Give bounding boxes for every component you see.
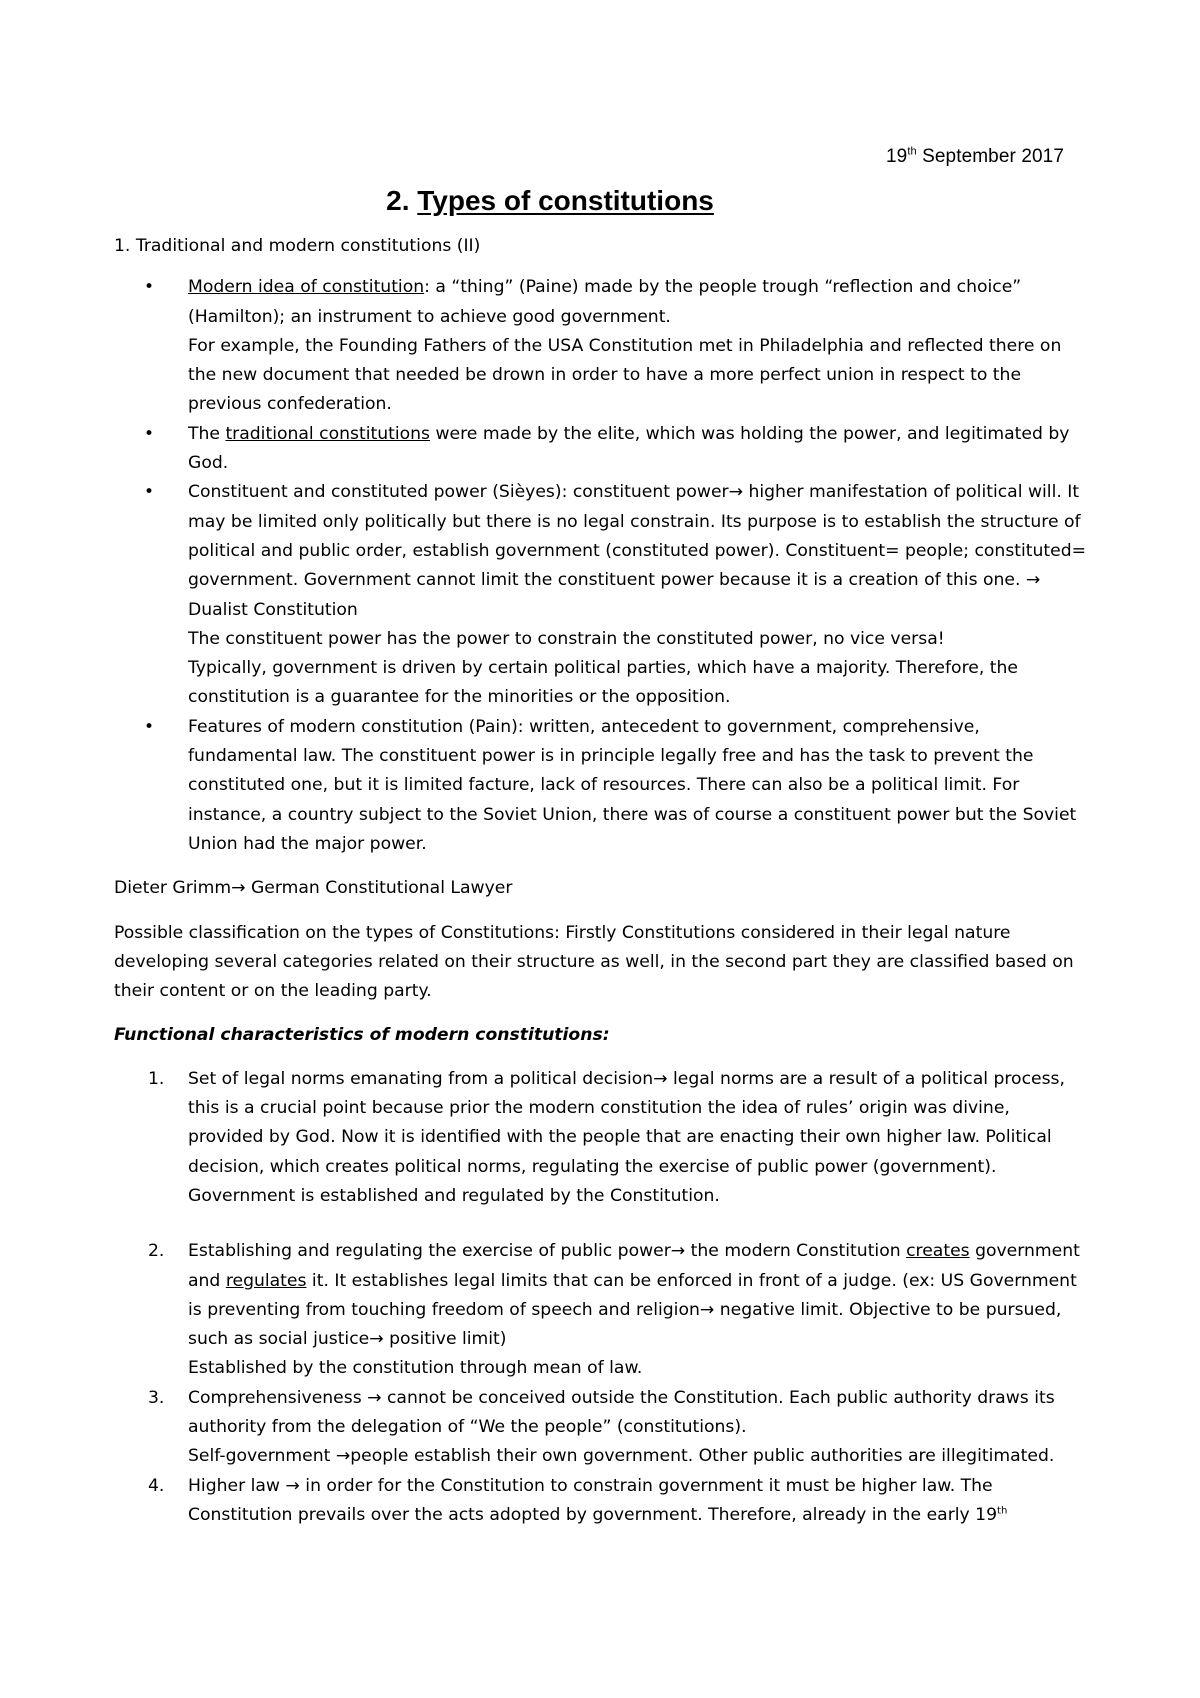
bullet-example: For example, the Founding Fathers of the USA Constitution met in Philadelphia and reflected there on the new document that needed be drown in order to have a more perfect union in respect to the previous confederation. <box>188 335 1062 415</box>
item-text: Establishing and regulating the exercise of public power→ the modern Constitution <box>188 1241 907 1262</box>
section-heading: 1. Traditional and modern constitutions (II) <box>114 236 481 256</box>
bullet-icon: • <box>144 716 155 737</box>
item-number: 3. <box>148 1387 165 1408</box>
item-text: Self-government →people establish their own government. Other public authorities are illegitimated. <box>188 1446 1055 1467</box>
list-item <box>144 420 1089 479</box>
list-item <box>148 1065 1089 1211</box>
underlined-term: Modern idea of constitution <box>188 277 425 298</box>
bullet-list <box>114 273 1089 859</box>
date-rest: September 2017 <box>916 146 1064 167</box>
item-number: 4. <box>148 1475 165 1496</box>
bullet-text: Features of modern constitution (Pain): written, antecedent to government, comprehensive, fundamental law. The constituent power is in principle legally free and has the task to prevent the constituted one, but it is limited facture, lack of resources. There can also be a political limit. For instance, a country subject to the Soviet Union, there was of course a constituent power but the Soviet Union had the major power. <box>188 716 1077 854</box>
list-item <box>144 478 1089 712</box>
date-day: 19 <box>886 146 908 167</box>
document-body <box>114 232 1089 1530</box>
classification-paragraph: Possible classification on the types of Constitutions: Firstly Constitutions considered in their legal nature developing several categories related on their structure as well, in the second part they are classified based on their content or on the leading party. <box>114 922 1074 1002</box>
bullet-text: The constituent power has the power to constrain the constituted power, no vice versa! <box>188 628 945 649</box>
list-item <box>148 1237 1089 1383</box>
title-number: 2. <box>386 185 418 216</box>
bullet-text: Typically, government is driven by certain political parties, which have a majority. Therefore, the constitution is a guarantee for the minorities or the opposition. <box>188 658 1018 708</box>
item-text: government and <box>188 1241 1080 1291</box>
item-text: it. It establishes legal limits that can be enforced in front of a judge. (ex: US Government is preventing from touching freedom of speech and religion→ negative limit. Objective to be pursued, such as social justice→ positive limit) <box>188 1270 1077 1350</box>
bullet-text: : a “thing” (Paine) made by the people trough “reflection and choice” (Hamilton); an instrument to achieve good government. <box>188 277 1022 327</box>
item-superscript: th <box>997 1505 1008 1517</box>
item-number: 1. <box>148 1068 165 1089</box>
list-item <box>148 1472 1089 1531</box>
functional-heading: Functional characteristics of modern constitutions: <box>114 1025 610 1046</box>
list-item <box>144 273 1089 419</box>
item-text: Comprehensiveness → cannot be conceived outside the Constitution. Each public authority draws its authority from the delegation of “We the people” (constitutions). <box>188 1387 1055 1437</box>
bullet-icon: • <box>144 423 155 444</box>
list-item <box>144 713 1089 859</box>
numbered-list <box>114 1065 1089 1530</box>
grimm-line: Dieter Grimm→ German Constitutional Lawyer <box>114 878 513 899</box>
underlined-term: creates <box>906 1241 970 1262</box>
bullet-text: were made by the elite, which was holding the power, and legitimated by God. <box>188 423 1070 474</box>
date-suffix: th <box>907 145 917 158</box>
bullet-icon: • <box>144 277 155 298</box>
title-text: Types of constitutions <box>417 185 714 216</box>
bullet-icon: • <box>144 482 155 503</box>
underlined-term: traditional constitutions <box>225 423 430 444</box>
item-text: Established by the constitution through mean of law. <box>188 1358 643 1379</box>
underlined-term: regulates <box>225 1270 307 1291</box>
bullet-text: Constituent and constituted power (Sièyes): constituent power→ higher manifestation of political will. It may be limited only politically but there is no legal constrain. Its purpose is to establish the structure of political and public order, establish government (constituted power). Constituent= people; constituted= government. Government cannot limit the constituent power because it is a creation of this one. → Dualist Constitution <box>188 482 1087 620</box>
item-text: Higher law → in order for the Constitution to constrain government it must be higher law. The Constitution prevails over the acts adopted by government. Therefore, already in the early 19 <box>188 1475 998 1525</box>
document-date <box>886 146 1064 168</box>
list-item <box>148 1384 1089 1472</box>
item-number: 2. <box>148 1241 165 1262</box>
page-title <box>0 185 1100 217</box>
bullet-text: The <box>188 423 226 444</box>
item-text: Set of legal norms emanating from a political decision→ legal norms are a result of a political process, this is a crucial point because prior the modern constitution the idea of rules’ origin was divine, provided by God. Now it is identified with the people that are enacting their own higher law. Political decision, which creates political norms, regulating the exercise of public power (government). Government is established and regulated by the Constitution. <box>188 1068 1065 1206</box>
